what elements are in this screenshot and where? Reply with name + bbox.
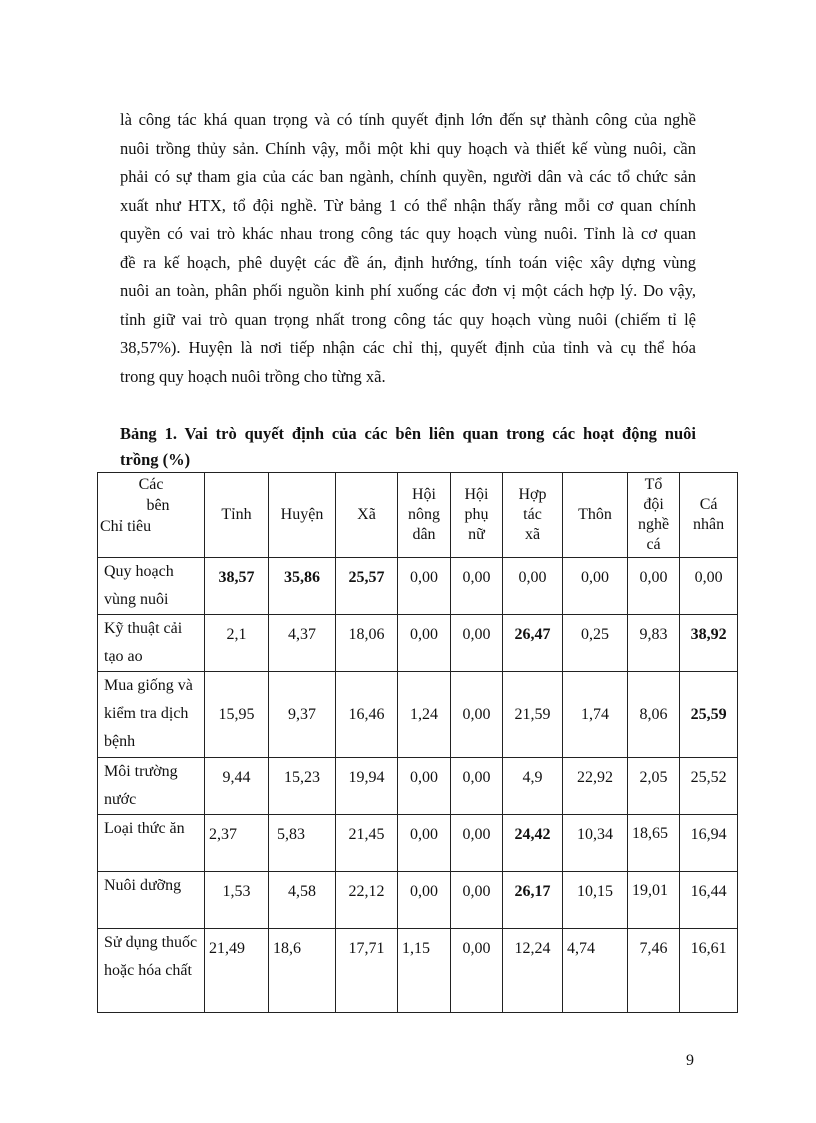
table-cell: 0,00: [398, 558, 451, 615]
table-cell: 1,15: [398, 929, 451, 1013]
caption-line: trồng (%): [120, 450, 191, 469]
table-cell: 0,00: [451, 615, 503, 672]
table-row: [98, 929, 738, 1013]
row-label: Mua giống và kiểm tra dịch bệnh: [98, 672, 205, 758]
paragraph-line: nuôi trồng thủy sản. Chính vậy, mỗi một khi quy hoạch và thiết kế vùng nuôi, cần: [120, 138, 696, 158]
table-cell: 16,61: [680, 929, 738, 1013]
table-cell: 26,17: [503, 872, 563, 929]
table-row: [98, 872, 738, 929]
table-cell: 0,00: [451, 672, 503, 758]
row-label: Nuôi dưỡng: [98, 872, 205, 929]
table-cell: 0,00: [398, 758, 451, 815]
table-cell: 38,92: [680, 615, 738, 672]
table-cell: 10,15: [563, 872, 628, 929]
column-header: Xã: [336, 473, 398, 558]
corner-bottom-label: Chỉ tiêu: [100, 518, 152, 535]
table-row: [98, 815, 738, 872]
paragraph-line: đề ra kế hoạch, phê duyệt các đề án, định hướng, tính toán việc xây dựng vùng: [120, 252, 696, 272]
paragraph-line: quyền có vai trò khác nhau trong công tác quy hoạch vùng nuôi. Tỉnh là cơ quan: [120, 224, 696, 243]
paragraph-line: xuất như HTX, tổ đội nghề. Từ bảng 1 có thể nhận thấy rằng mỗi cơ quan chính: [120, 195, 696, 215]
row-label: Môi trường nước: [98, 758, 205, 815]
table-cell: 9,37: [269, 672, 336, 758]
table-cell: 18,65: [628, 815, 680, 872]
table-cell: 21,59: [503, 672, 563, 758]
table-cell: 0,00: [398, 815, 451, 872]
table-cell: 24,42: [503, 815, 563, 872]
table-row: [98, 558, 738, 615]
table-cell: 0,00: [451, 758, 503, 815]
table-cell: 0,00: [451, 929, 503, 1013]
table-cell: 38,57: [205, 558, 269, 615]
table-cell: 15,95: [205, 672, 269, 758]
table-cell: 4,37: [269, 615, 336, 672]
table-cell: 16,46: [336, 672, 398, 758]
table-cell: 10,34: [563, 815, 628, 872]
corner-header-cell: [98, 473, 205, 558]
table-cell: 19,01: [628, 872, 680, 929]
table-cell: 7,46: [628, 929, 680, 1013]
table-cell: 2,1: [205, 615, 269, 672]
page-number: 9: [686, 1052, 694, 1069]
table-cell: 4,74: [563, 929, 628, 1013]
table-cell: 0,00: [398, 872, 451, 929]
body-paragraph: [120, 106, 696, 391]
table-row: [98, 672, 738, 758]
table-cell: 22,12: [336, 872, 398, 929]
table-cell: 0,00: [680, 558, 738, 615]
paragraph-line: nuôi an toàn, phân phối nguồn kinh phí xuống các đơn vị một cách hợp lý. Do vậy,: [120, 281, 696, 300]
table-cell: 12,24: [503, 929, 563, 1013]
column-header: Thôn: [563, 473, 628, 558]
table-cell: 0,00: [563, 558, 628, 615]
column-header: Hội nông dân: [398, 473, 451, 558]
row-label: Quy hoạch vùng nuôi: [98, 558, 205, 615]
table-cell: 0,00: [628, 558, 680, 615]
table-cell: 9,44: [205, 758, 269, 815]
table-caption: [120, 421, 696, 473]
paragraph-line: là công tác khá quan trọng và có tính quyết định lớn đến sự thành công của nghề: [120, 110, 696, 129]
table-header-row: [98, 473, 738, 558]
table-cell: 15,23: [269, 758, 336, 815]
table-cell: 26,47: [503, 615, 563, 672]
table-cell: 0,00: [451, 815, 503, 872]
table-cell: 2,05: [628, 758, 680, 815]
table-cell: 18,6: [269, 929, 336, 1013]
table-cell: 1,24: [398, 672, 451, 758]
table-cell: 21,49: [205, 929, 269, 1013]
column-header: Tổ đội nghề cá: [628, 473, 680, 558]
table-cell: 2,37: [205, 815, 269, 872]
table-cell: 19,94: [336, 758, 398, 815]
table-cell: 25,59: [680, 672, 738, 758]
paragraph-line: 38,57%). Huyện là nơi tiếp nhận các chỉ thị, quyết định của tỉnh và cụ thể hóa: [120, 338, 696, 357]
corner-mid-label: bên: [146, 497, 170, 514]
table-cell: 16,44: [680, 872, 738, 929]
table-cell: 25,57: [336, 558, 398, 615]
caption-line: Bảng 1. Vai trò quyết định của các bên liên quan trong các hoạt động nuôi: [120, 424, 696, 443]
paragraph-line: trong quy hoạch nuôi trồng cho từng xã.: [120, 366, 386, 386]
corner-top-label: Các: [138, 476, 164, 493]
table-cell: 5,83: [269, 815, 336, 872]
row-label: Loại thức ăn: [98, 815, 205, 872]
table-cell: 25,52: [680, 758, 738, 815]
column-header: Hội phụ nữ: [451, 473, 503, 558]
table-row: [98, 615, 738, 672]
column-header: Huyện: [269, 473, 336, 558]
table-cell: 9,83: [628, 615, 680, 672]
table-cell: 22,92: [563, 758, 628, 815]
row-label: Sử dụng thuốc hoặc hóa chất: [98, 929, 205, 1013]
table-cell: 0,25: [563, 615, 628, 672]
table-cell: 0,00: [503, 558, 563, 615]
table-cell: 0,00: [451, 872, 503, 929]
table-row: [98, 758, 738, 815]
table-cell: 1,74: [563, 672, 628, 758]
row-label: Kỹ thuật cải tạo ao: [98, 615, 205, 672]
table-cell: 0,00: [451, 558, 503, 615]
paragraph-line: phải có sự tham gia của các ban ngành, chính quyền, người dân và các tổ chức sản: [120, 167, 696, 186]
table-cell: 1,53: [205, 872, 269, 929]
table-cell: 8,06: [628, 672, 680, 758]
table-cell: 18,06: [336, 615, 398, 672]
table-cell: 0,00: [398, 615, 451, 672]
column-header: Tỉnh: [205, 473, 269, 558]
table-cell: 4,9: [503, 758, 563, 815]
table-cell: 35,86: [269, 558, 336, 615]
column-header: Cá nhân: [680, 473, 738, 558]
table-cell: 4,58: [269, 872, 336, 929]
table-cell: 17,71: [336, 929, 398, 1013]
column-header: Hợp tác xã: [503, 473, 563, 558]
table-cell: 21,45: [336, 815, 398, 872]
stakeholder-table: [97, 472, 738, 1013]
table-cell: 16,94: [680, 815, 738, 872]
paragraph-line: tỉnh giữ vai trò quan trọng nhất trong công tác quy hoạch vùng nuôi (chiếm tỉ lệ: [120, 309, 696, 329]
